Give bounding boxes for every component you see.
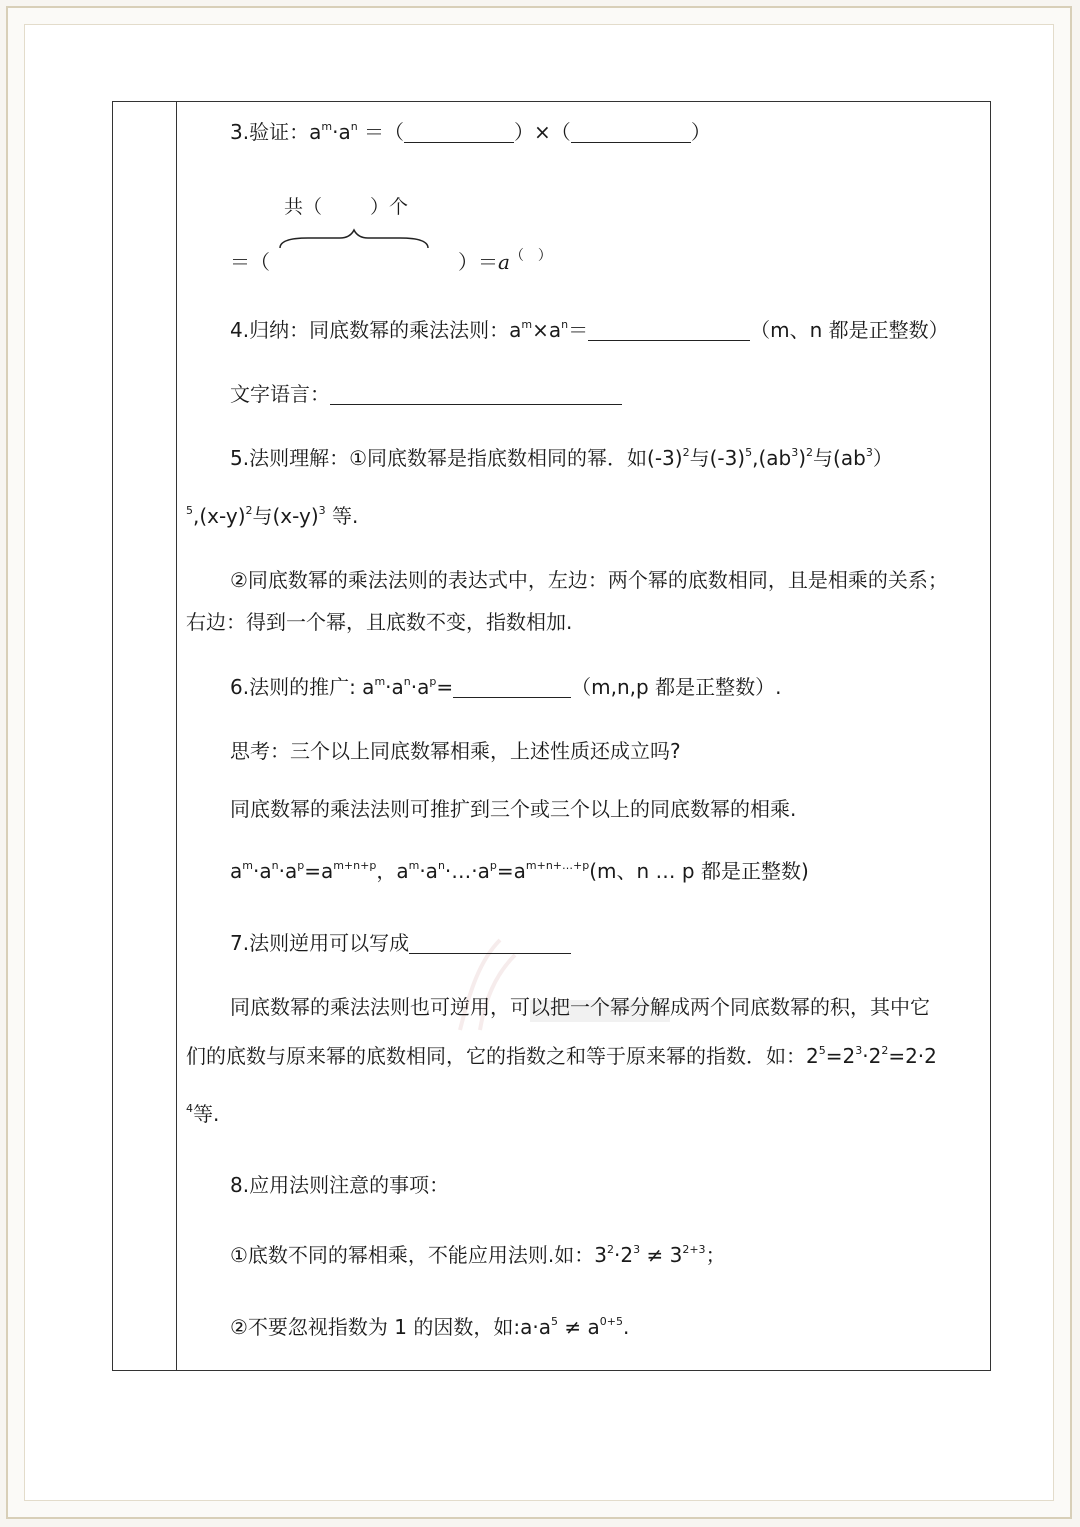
understand-line-2: $^5,(x-y)^2$与$(x-y)^3$ 等. xyxy=(186,504,359,528)
note-1: ①底数不同的幂相乘，不能应用法则.如：$3^2\cdot 2^3 \ne 3^{2+3}$； xyxy=(230,1243,726,1267)
blank-2[interactable] xyxy=(571,124,691,143)
understand-2-line-2: 右边：得到一个幂，且底数不变，指数相加. xyxy=(186,610,573,634)
blank-5[interactable] xyxy=(453,679,571,698)
reverse-line: 7.法则逆用可以写成 xyxy=(230,933,571,954)
induction-line: 4.归纳：同底数幂的乘法法则：$a^m\times a^n= (m$、n 都是正整数） xyxy=(230,318,949,342)
curly-brace-icon xyxy=(278,228,433,250)
blank-3[interactable] xyxy=(588,322,750,341)
verify-label: 3.验证： xyxy=(230,120,310,144)
understand-line-1: 5.法则理解：①同底数幂是指底数相同的幂．如$(-3)^2$与$(-3)^5,(ab^3)^2$与$(ab^3)$ xyxy=(230,446,893,470)
extend-line: 同底数幂的乘法法则可推扩到三个或三个以上的同底数幂的相乘. xyxy=(230,797,797,821)
wenzi-line: 文字语言： xyxy=(230,384,622,405)
formula-line: $a^m\cdot a^n\cdot a^p=a^{m+n+p}$，$a^m\cdot a^n\cdot\dots\cdot a^p=a^{m+n+\dots+p}(m$、n … p 都是正整数) xyxy=(230,859,809,883)
reverse-text-1: 同底数幂的乘法法则也可逆用，可以把一个幂分解成两个同底数幂的积，其中它 xyxy=(230,995,930,1019)
notes-title: 8.应用法则注意的事项： xyxy=(230,1173,450,1197)
think-line: 思考：三个以上同底数幂相乘，上述性质还成立吗? xyxy=(230,739,681,763)
verify-line: 3.验证：$a^m\cdot a^n$ ＝（ ）×（ ） xyxy=(230,120,711,144)
note-2: ②不要忽视指数为 1 的因数，如$:a\cdot a^5 \ne a^{0+5}$. xyxy=(230,1315,630,1339)
brace-equation: ＝（ ）＝a（ ） xyxy=(230,248,552,274)
brace-label: 共（ ）个 xyxy=(284,196,409,218)
column-divider xyxy=(176,102,177,1370)
blank-1[interactable] xyxy=(404,124,514,143)
blank-6[interactable] xyxy=(409,935,571,954)
reverse-text-3: $^4$等. xyxy=(186,1102,220,1126)
generalize-line: 6.法则的推广: $a^m\cdot a^n\cdot a^p= (m,n,p$ 都是正整数）. xyxy=(230,675,782,699)
blank-4[interactable] xyxy=(330,386,622,405)
understand-2-line-1: ②同底数幂的乘法法则的表达式中，左边：两个幂的底数相同，且是相乘的关系； xyxy=(230,568,948,592)
reverse-text-2: 们的底数与原来幂的底数相同，它的指数之和等于原来幂的指数．如：$2^5=2^3\cdot 2^2=2\cdot 2$ xyxy=(186,1044,937,1068)
